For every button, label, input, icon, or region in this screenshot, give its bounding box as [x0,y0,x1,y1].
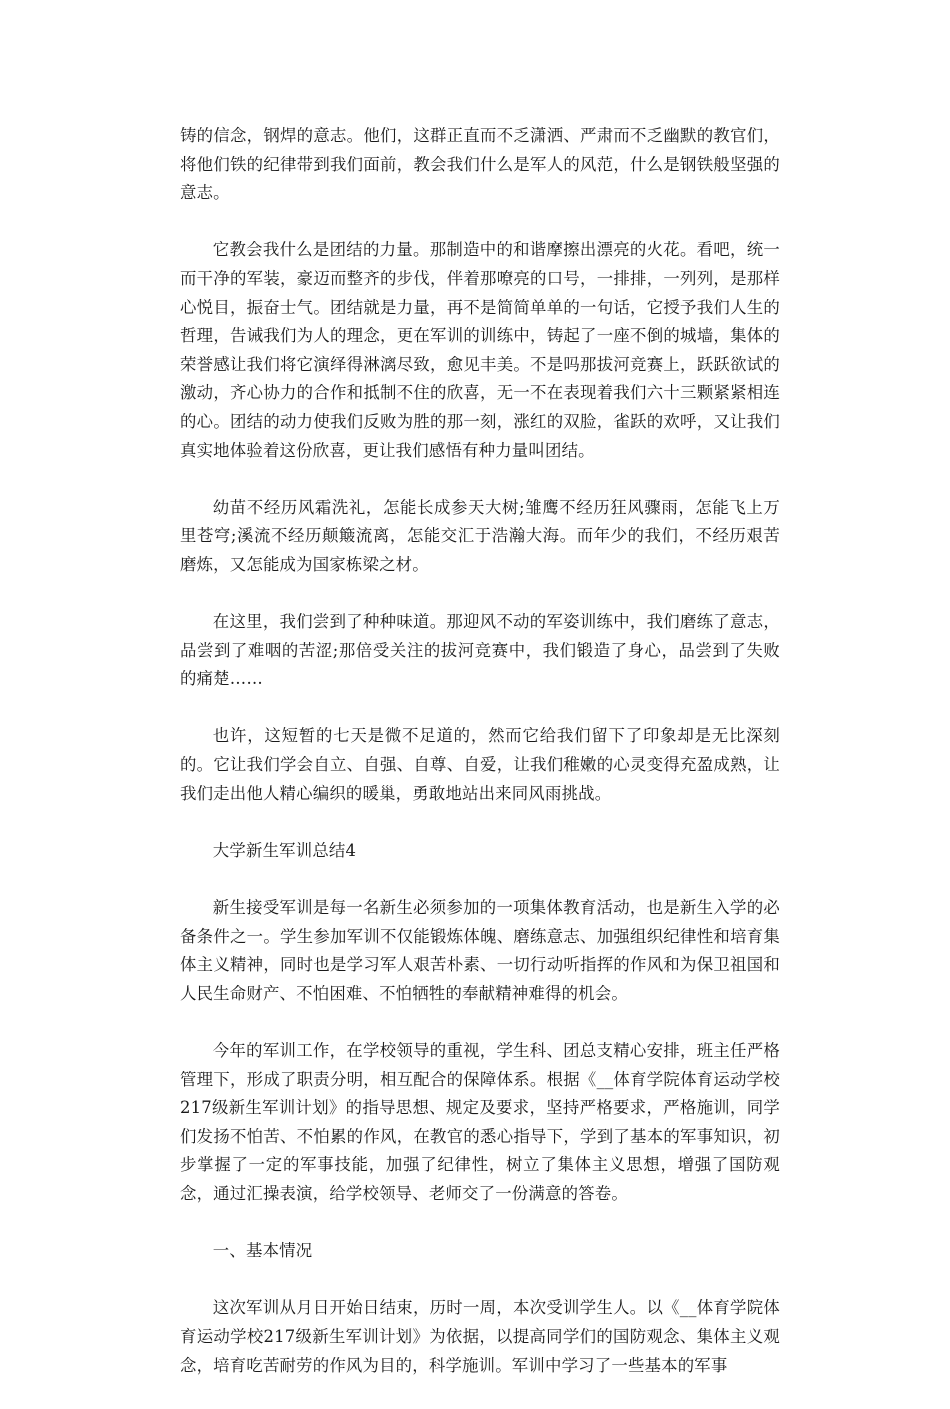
paragraph: 今年的军训工作，在学校领导的重视，学生科、团总支精心安排，班主任严格管理下，形成了职责分明，相互配合的保障体系。根据《__体育学院体育运动学校217级新生军训计划》的指导思想、规定及要求，坚持严格要求，严格施训，同学们发扬不怕苦、不怕累的作风，在教官的悉心指导下，学到了基本的军事知识，初步掌握了一定的军事技能，加强了纪律性，树立了集体主义思想，增强了国防观念，通过汇操表演，给学校领导、老师交了一份满意的答卷。 [180,1041,780,1203]
paragraph: 也许，这短暂的七天是微不足道的，然而它给我们留下了印象却是无比深刻的。它让我们学会自立、自强、自尊、自爱，让我们稚嫩的心灵变得充盈成熟，让我们走出他人精心编织的暖巢，勇敢地站出来同风雨挑战。 [180,726,780,803]
paragraph: 铸的信念，钢焊的意志。他们，这群正直而不乏潇洒、严肃而不乏幽默的教官们，将他们铁的纪律带到我们面前，教会我们什么是军人的风范，什么是钢铁般坚强的意志。 [180,126,780,203]
paragraph: 幼苗不经历风霜洗礼，怎能长成参天大树;雏鹰不经历狂风骤雨，怎能飞上万里苍穹;溪流不经历颠簸流离，怎能交汇于浩瀚大海。而年少的我们，不经历艰苦磨炼，又怎能成为国家栋梁之材。 [180,497,780,574]
section-heading: 一、基本情况 [212,1241,313,1261]
paragraph: 它教会我什么是团结的力量。那制造中的和谐摩擦出漂亮的火花。看吧，统一而干净的军装，豪迈而整齐的步伐，伴着那嘹亮的口号，一排排，一列列，是那样心悦目，振奋士气。团结就是力量，再不是简简单单的一句话，它授予我们人生的哲理，告诫我们为人的理念，更在军训的训练中，铸起了一座不倒的城墙，集体的荣誉感让我们将它演绎得淋漓尽致，愈见丰美。不是吗那拔河竞赛上，跃跃欲试的激动，齐心协力的合作和抵制不住的欣喜，无一不在表现着我们六十三颗紧紧相连的心。团结的动力使我们反败为胜的那一刻，涨红的双脸，雀跃的欢呼，又让我们真实地体验着这份欣喜，更让我们感悟有种力量叫团结。 [180,240,780,460]
paragraph: 在这里，我们尝到了种种味道。那迎风不动的军姿训练中，我们磨练了意志，品尝到了难咽的苦涩;那倍受关注的拔河竞赛中，我们锻造了身心，品尝到了失败的痛楚…… [180,612,780,689]
section-heading: 大学新生军训总结4 [212,840,357,860]
paragraph: 新生接受军训是每一名新生必须参加的一项集体教育活动，也是新生入学的必备条件之一。学生参加军训不仅能锻炼体魄、磨练意志、加强组织纪律性和培育集体主义精神，同时也是学习军人艰苦朴素、一切行动听指挥的作风和为保卫祖国和人民生命财产、不怕困难、不怕牺牲的奉献精神难得的机会。 [180,898,780,1003]
document-page [180,122,780,1409]
paragraph: 这次军训从月日开始日结束，历时一周，本次受训学生人。以《__体育学院体育运动学校217级新生军训计划》为依据，以提高同学们的国防观念、集体主义观念，培育吃苦耐劳的作风为目的，科学施训。军训中学习了一些基本的军事 [180,1298,780,1375]
